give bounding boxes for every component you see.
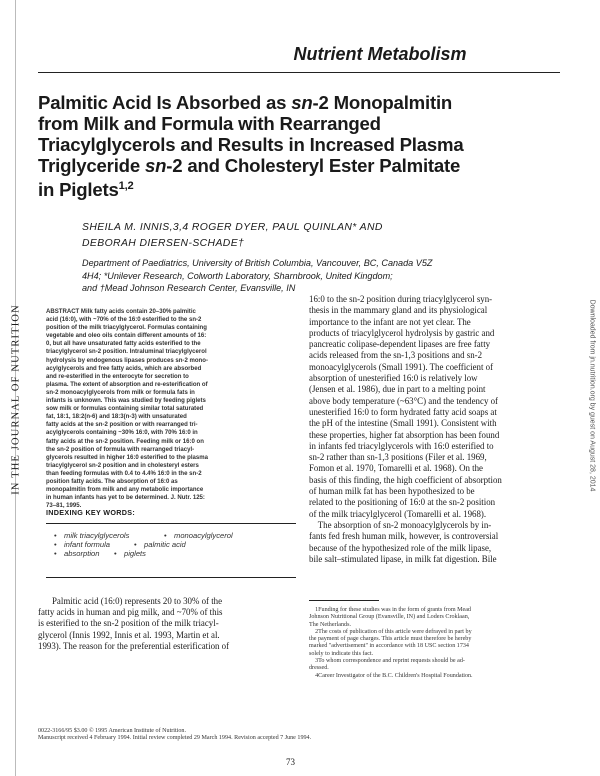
footnote-rule [309, 600, 379, 601]
abstract-line: sn-2 monoacylglycerols from milk or formula fats in [46, 389, 195, 396]
bullet-icon: • [54, 540, 57, 550]
body-line: Fomon et al. 1970, Tomarelli et al. 1968). On the [309, 463, 483, 474]
abstract-line: fat, 18:1, 18:2(n-6) and 18:3(n-3) with unsaturated [46, 414, 187, 421]
footnote-line: The Netherlands. [309, 621, 351, 628]
abstract-line: than feeding formulas with 0.4 to 4.4% 16:0 in the sn-2 [46, 470, 202, 477]
body-line: related to the positioning of 16:0 at the sn-2 position [309, 497, 496, 508]
author-line: DEBORAH DIERSEN-SCHADE† [82, 238, 245, 249]
body-line: The absorption of sn-2 monoacylglycerols by in- [309, 519, 492, 530]
affiliation-line: and †Mead Johnson Research Center, Evansville, IN [82, 283, 296, 293]
body-line: sn-2 rather than sn-1,3 positions (Filer et al. 1969, [309, 452, 487, 463]
body-line: is esterified to the sn-2 position of the milk triacyl- [38, 618, 219, 629]
body-line: products of triacylglycerol hydrolysis by gastric and [309, 327, 495, 338]
abstract-line: monopalmitin from milk and any metabolic importance [46, 487, 204, 494]
title-line: in Piglets$^{1,2}$ [38, 179, 134, 201]
abstract-line: position fatty acids. The absorption of 16:0 as [46, 478, 178, 485]
footnote-line: 4Career Investigator of the B.C. Children's Hospital Foundation. [309, 672, 473, 679]
journal-name-vertical: IN THE JOURNAL OF NUTRITION [10, 304, 22, 495]
body-text-right-column [309, 294, 567, 565]
keywords-bottom-rule [46, 577, 296, 578]
keyword-row [54, 549, 294, 558]
keywords-list [54, 531, 294, 559]
abstract-line: infants is unknown. This was studied by feeding piglets [46, 398, 206, 405]
footnote-line: 2The costs of publication of this article were defrayed in part by [309, 628, 472, 635]
keyword-item: piglets [124, 549, 146, 559]
abstract-line: vegetable and oleo oils contain different amounts of 16: [46, 333, 207, 340]
copyright-line: 0022-3166/95 $3.00 © 1995 American Institute of Nutrition. [38, 728, 186, 734]
body-line: importance to the infant are not yet clear. The [309, 316, 471, 327]
body-line: thesis in the mammary gland and its physiological [309, 305, 488, 316]
title-line: Palmitic Acid Is Absorbed as sn-2 Monopalmitin [38, 92, 453, 113]
footnote-line: 3To whom correspondence and reprint requests should be ad- [309, 658, 465, 665]
body-line: these properties, higher fat absorption has been found [309, 429, 500, 440]
title-line: Triacylglycerols and Results in Increased Plasma [38, 134, 464, 155]
abstract-line: fatty acids at the sn-2 position. Feeding milk or 16:0 on [46, 438, 204, 445]
affiliation-line: 4H4; *Unilever Research, Colworth Laboratory, Sharnbrook, United Kingdom; [82, 270, 393, 281]
body-line: glycerol (Innis 1992, Innis et al. 1993, Martin et al. [38, 629, 220, 640]
footnote-line: 1Funding for these studies was in the form of grants from Mead [309, 607, 471, 613]
footnote-line: the payment of page charges. This article must therefore be hereby [309, 636, 472, 643]
body-line: pancreatic colipase-dependent lipases are free fatty [309, 339, 491, 350]
article-title [38, 92, 563, 200]
abstract-line: ABSTRACT Milk fatty acids contain 20–30% palmitic [46, 309, 196, 315]
keywords-rule [46, 523, 296, 524]
bullet-icon: • [54, 531, 57, 540]
abstract [46, 308, 290, 510]
abstract-line: and re-esterified in the enterocyte for secretion to [46, 373, 189, 380]
keyword-item: milk triacylglycerols [64, 531, 130, 540]
body-line: above body temperature (~63°C) and the tendency of [309, 395, 498, 406]
bullet-icon: • [114, 549, 117, 559]
abstract-line: in human infants has yet to be determined. J. Nutr. 125: [46, 495, 205, 502]
abstract-line: triacylglycerol sn-2 position and in cholesteryl esters [46, 462, 199, 469]
footnote-line: dressed. [309, 665, 329, 672]
author-line: SHEILA M. INNIS,3,4 ROGER DYER, PAUL QUINLAN* AND [82, 222, 383, 233]
body-line: fatty acids in human and pig milk, and ~70% of this [38, 607, 223, 618]
keyword-item: monoacylglycerol [174, 531, 233, 540]
keyword-item: absorption [64, 549, 100, 559]
footnote-line: solely to indicate this fact. [309, 650, 374, 657]
keywords-title: INDEXING KEY WORDS: [46, 508, 136, 517]
affiliations [82, 257, 562, 295]
keyword-row [54, 531, 294, 540]
section-rule [38, 72, 560, 73]
abstract-line: plasma. The extent of absorption and re-esterification of [46, 381, 208, 388]
abstract-line: acid (16:0), with ~70% of the 16:0 esterified to the sn-2 [46, 317, 202, 324]
body-line: of the milk triacylglycerol (Tomarelli et al. 1968). [309, 508, 487, 519]
body-line: absorption of unesterified 16:0 is relatively low [309, 373, 478, 384]
body-line: because of the hypothesized role of the milk lipase, [309, 542, 492, 553]
bullet-icon: • [134, 540, 137, 550]
body-line: unesterified 16:0 to form hydrated fatty acid soaps at [309, 406, 497, 417]
title-line: from Milk and Formula with Rearranged [38, 113, 381, 134]
body-text-left-column [38, 596, 298, 652]
body-line: basis of this finding, the high coefficient of absorption [309, 474, 502, 485]
title-line: Triglyceride sn-2 and Cholesteryl Ester Palmitate [38, 155, 461, 176]
body-line: 1993). The reason for the preferential esterification of [38, 640, 230, 651]
abstract-line: hydrolysis by endogenous lipases produces sn-2 mono- [46, 357, 208, 364]
author-list [82, 220, 552, 252]
abstract-line: acylglycerols containing ~30% 16:0, with 70% 16:0 in [46, 430, 198, 437]
page-number: 73 [286, 757, 295, 767]
body-line: (Jensen et al. 1986), due in part to a melting point [309, 384, 486, 395]
keyword-item: infant formula [64, 540, 111, 550]
abstract-line: position of the milk triacylglycerol. Formulas containing [46, 325, 207, 332]
bullet-icon: • [54, 549, 57, 559]
body-line: acids released from the sn-1,3 positions and sn-2 [309, 350, 483, 361]
body-line: 16:0 to the sn-2 position during triacylglycerol syn- [309, 294, 493, 304]
section-title: Nutrient Metabolism [293, 44, 467, 64]
body-line: fants fed fresh human milk, however, is controversial [309, 531, 499, 542]
abstract-line: sow milk or formulas containing similar total saturated [46, 406, 204, 413]
abstract-line: fatty acids at the sn-2 position or with rearranged tri- [46, 422, 198, 429]
footnotes [309, 607, 567, 680]
body-line: Palmitic acid (16:0) represents 20 to 30% of the [52, 596, 223, 606]
footnote-line: marked "advertisement" in accordance with 18 USC section 1734 [309, 643, 469, 650]
body-line: in infants fed triacylglycerols with 16:0 esterified to [309, 440, 494, 451]
keyword-item: palmitic acid [144, 540, 186, 550]
abstract-line: the sn-2 position of formula with rearranged triacyl- [46, 446, 195, 453]
abstract-line: glycerols resulted in higher 16:0 esterified to the plasma [46, 454, 208, 461]
abstract-line: 73–81, 1995. [46, 503, 82, 510]
abstract-line: triacylglycerol sn-2 position. Intraluminal triacylglycerol [46, 349, 207, 356]
affiliation-line: Department of Paediatrics, University of British Columbia, Vancouver, BC, Canada V5Z [82, 258, 433, 268]
body-line: monoacylglycerols (Small 1991). The coefficient of [309, 361, 494, 372]
publication-notes [38, 728, 563, 743]
bullet-icon: • [164, 531, 167, 540]
manuscript-dates-line: Manuscript received 4 February 1994. Initial review completed 29 March 1994. Revision accepted 7 June 1994. [38, 735, 312, 742]
body-line: the pH of the intestine (Small 1991). Consistent with [309, 418, 497, 429]
abstract-line: acylglycerols and free fatty acids, which are absorbed [46, 365, 202, 372]
keyword-row [54, 540, 294, 549]
body-line: bile salt–stimulated lipase, in milk fat digestion. Bile [309, 553, 497, 564]
body-line: of human milk fat has been hypothesized to be [309, 486, 475, 497]
abstract-line: 0, but all have unsaturated fatty acids esterified to the [46, 341, 201, 348]
footnote-line: Johnson Nutritional Group (Evansville, IN) and Loders Croklaan, [309, 614, 470, 621]
download-notice-vertical: Downloaded from jn.nutrition.org by guest on August 28, 2014 [588, 299, 596, 492]
